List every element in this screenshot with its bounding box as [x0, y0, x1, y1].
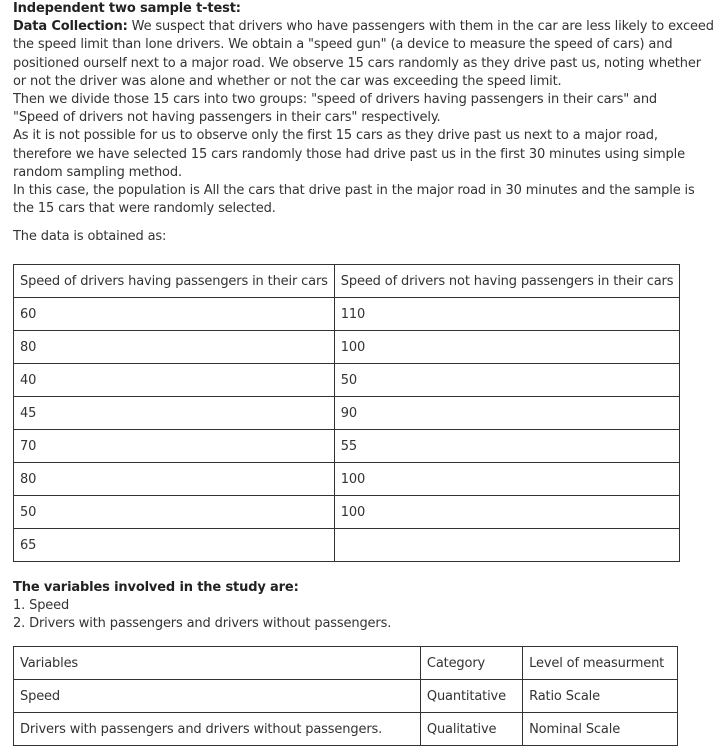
document-body: [13, 0, 714, 247]
table-cell: Drivers with passengers and drivers without passengers.: [14, 713, 421, 746]
table-row: [14, 397, 680, 430]
section-heading: [13, 0, 681, 18]
data-collection-line: the speed limit than lone drivers. We obtain a "speed gun" (a device to measure the speed of cars) and: [13, 37, 673, 53]
table-cell: 90: [334, 397, 680, 430]
table-cell: [334, 529, 680, 562]
table-cell: 45: [14, 397, 335, 430]
table-row: [14, 331, 680, 364]
table-cell: 55: [334, 430, 680, 463]
header-cell: Category: [420, 647, 522, 680]
header-cell: Speed of drivers not having passengers in their cars: [334, 265, 680, 298]
table-row: [14, 298, 680, 331]
table-cell: Qualitative: [420, 713, 522, 746]
table-row: [14, 680, 678, 713]
table-cell: 60: [14, 298, 335, 331]
variables-section: [13, 579, 391, 634]
data-collection-line: random sampling method.: [13, 164, 182, 180]
data-collection-paragraph: [13, 18, 714, 218]
table-row: [14, 364, 680, 397]
data-collection-line: or not the driver was alone and whether or not the car was exceeding the speed limit.: [13, 73, 562, 89]
table-cell: 80: [14, 463, 335, 496]
table-row: [14, 430, 680, 463]
table-cell: 50: [334, 364, 680, 397]
table-cell: 40: [14, 364, 335, 397]
table-cell: Speed: [14, 680, 421, 713]
data-collection-line: therefore we have selected 15 cars randomly those had drive past us in the first 30 minutes using simple: [13, 146, 685, 162]
table-header-row: [14, 647, 678, 680]
data-collection-label: Data Collection:: [13, 19, 128, 35]
data-collection-line: As it is not possible for us to observe only the first 15 cars as they drive past us next to a major road,: [13, 128, 658, 144]
data-collection-line: Then we divide those 15 cars into two groups: "speed of drivers having passengers in their cars" and: [13, 92, 658, 108]
table-cell: 65: [14, 529, 335, 562]
table-cell: 100: [334, 463, 680, 496]
data-intro: The data is obtained as:: [13, 229, 167, 245]
table-cell: Ratio Scale: [523, 680, 678, 713]
table-cell: 80: [14, 331, 335, 364]
list-item: 2. Drivers with passengers and drivers without passengers.: [13, 616, 392, 632]
data-collection-line: the 15 cars that were randomly selected.: [13, 201, 276, 217]
table-row: [14, 713, 678, 746]
data-collection-line: "Speed of drivers not having passengers in their cars" respectively.: [13, 110, 441, 126]
table-cell: Quantitative: [420, 680, 522, 713]
table-row: [14, 463, 680, 496]
list-item: 1. Speed: [13, 598, 70, 614]
table-cell: 50: [14, 496, 335, 529]
header-cell: Level of measurment: [523, 647, 678, 680]
variables-list: [13, 597, 391, 633]
table-cell: 100: [334, 331, 680, 364]
data-collection-line: positioned ourself next to a major road. We observe 15 cars randomly as they drive past us, noting whether: [13, 55, 701, 71]
table-cell: 110: [334, 298, 680, 331]
heading-text: Independent two sample t-test:: [13, 1, 241, 16]
data-collection-line: Data Collection: We suspect that drivers who have passengers with them in the car are less likely to exceed: [13, 19, 714, 35]
data-collection-line: In this case, the population is All the cars that drive past in the major road in 30 minutes and the sample is: [13, 183, 695, 199]
variables-table: [13, 646, 678, 746]
table-cell: 100: [334, 496, 680, 529]
table-header-row: [14, 265, 680, 298]
speed-table: [13, 264, 680, 562]
header-cell: Speed of drivers having passengers in their cars: [14, 265, 335, 298]
variables-title: The variables involved in the study are:: [13, 580, 299, 595]
table-row: [14, 496, 680, 529]
table-cell: 70: [14, 430, 335, 463]
table-row: [14, 529, 680, 562]
header-cell: Variables: [14, 647, 421, 680]
table-cell: Nominal Scale: [523, 713, 678, 746]
